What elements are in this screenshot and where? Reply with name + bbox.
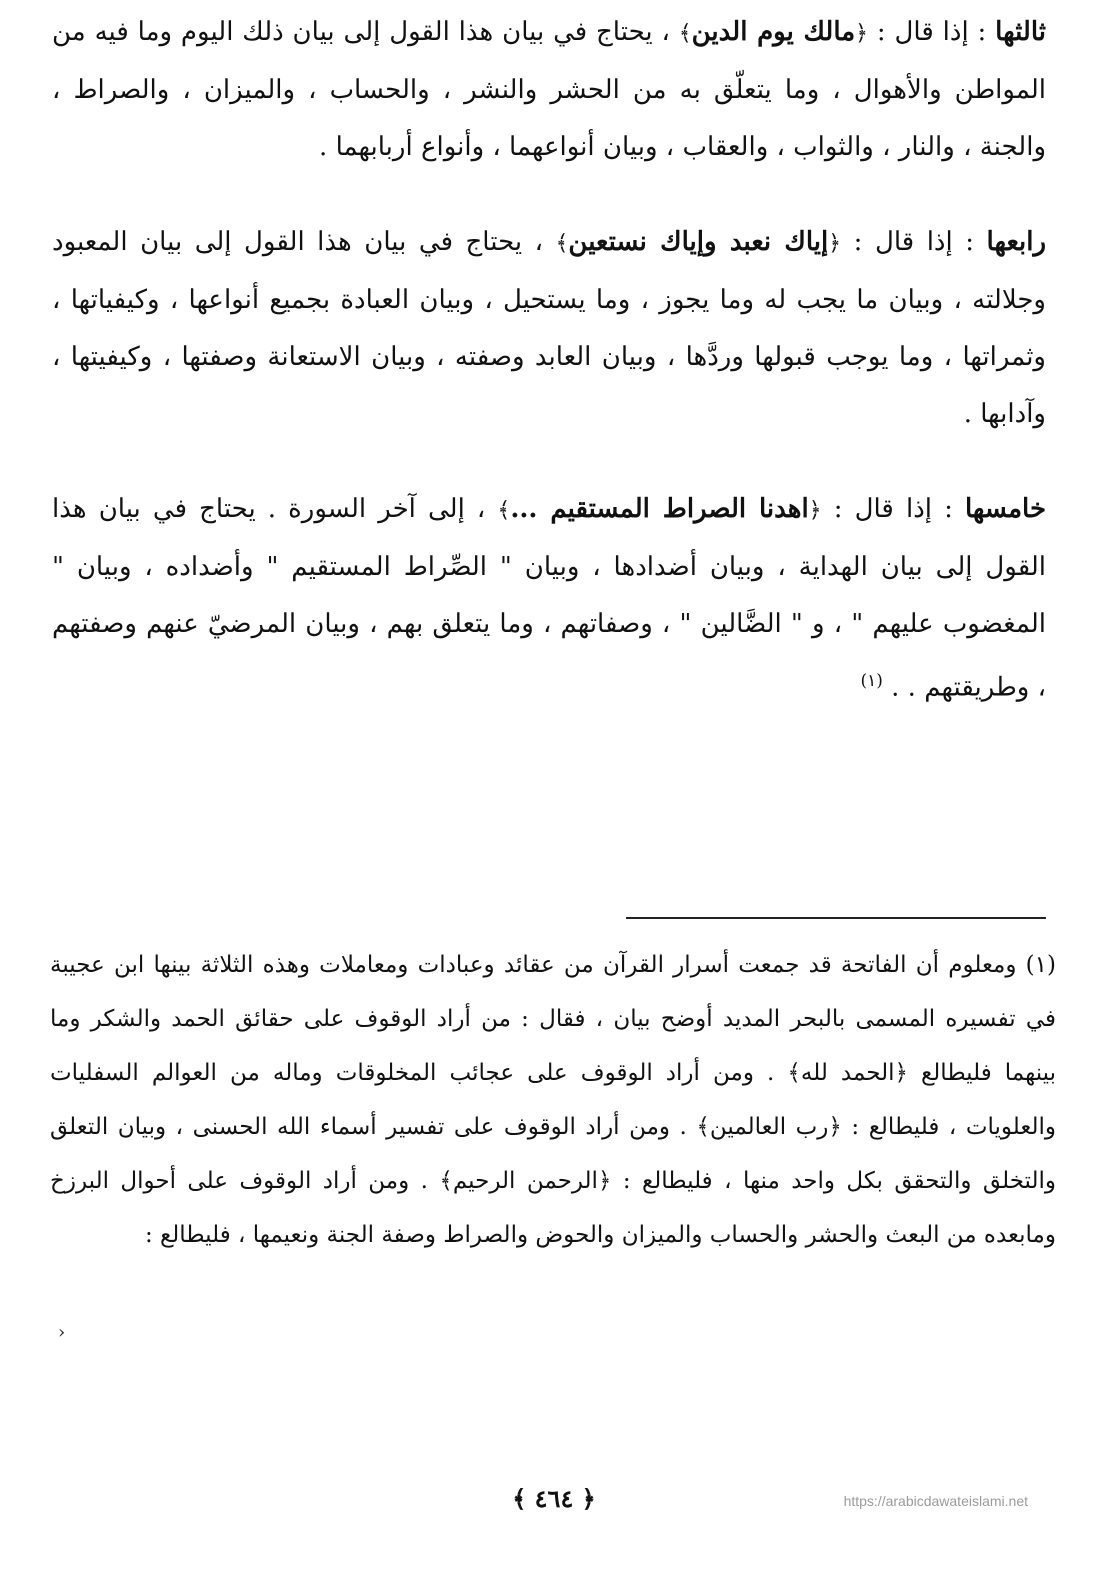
paragraph-intro: : إذا قال : <box>853 227 975 257</box>
quran-verse: مالك يوم الدين <box>691 17 856 47</box>
footnote-separator <box>626 917 1046 919</box>
watermark-url: https://arabicdawateislami.net <box>843 1493 1028 1509</box>
ornate-bracket-open-icon: ﴿ <box>855 21 869 46</box>
page-number: ﴿ ٤٦٤ ﴾ <box>512 1484 596 1513</box>
paragraph-intro: : إذا قال : <box>833 494 953 524</box>
ornate-bracket-close-icon: ﴾ <box>678 21 692 46</box>
quran-verse: إياك نعبد وإياك نستعين <box>568 227 829 257</box>
paragraph-lead: رابعها <box>986 227 1047 257</box>
main-text <box>52 0 1046 717</box>
quran-verse: اهدنا الصراط المستقيم ... <box>510 494 809 524</box>
ornate-bracket-open-icon: ﴿ <box>808 498 822 523</box>
paragraph-fifth <box>52 481 1046 717</box>
footnote-reference[interactable]: (١) <box>860 671 883 691</box>
footnote: (١) ومعلوم أن الفاتحة قد جمعت أسرار القرآن من عقائد وعبادات ومعاملات وهذه الثلاثة بينها ابن عجيبة في تفسيره المسمى بالبحر المديد أوضح بيان ، فقال : من أراد الوقوف على حقائق الحمد والشكر وما بينهما فليطالع ﴿الحمد لله﴾ . ومن أراد الوقوف على عجائب المخلوقات وماله من العوالم السفليات والعلويات ، فليطالع : ﴿رب العالمين﴾ . ومن أراد الوقوف على تفسير أسماء الله الحسنى ، وبيان التعلق والتخلق والتحقق بكل واحد منها ، فليطالع : ﴿الرحمن الرحيم﴾ . ومن أراد الوقوف على أحوال البرزخ ومابعده من البعث والحشر والحساب والميزان والحوض والصراط وصفة الجنة ونعيمها ، فليطالع : <box>50 952 1056 1248</box>
paragraph-lead: ثالثها <box>995 17 1046 47</box>
paragraph-lead: خامسها <box>965 494 1047 524</box>
paragraph-body: ، يحتاج في بيان هذا القول إلى بيان ذلك اليوم وما فيه من المواطن والأهوال ، وما يتعلّق به من الحشر والنشر ، والحساب ، والميزان ، والصراط ، والجنة ، والنار ، والثواب ، والعقاب ، وبيان أنواعهما ، وأنواع أربابهما . <box>52 17 1046 162</box>
paragraph-fourth <box>52 214 1046 443</box>
ornate-bracket-close-icon: ﴾ <box>555 231 569 256</box>
continuation-mark: › <box>58 1322 66 1343</box>
ornate-bracket-close-icon: ﴾ <box>497 498 511 523</box>
paragraph-body: ، يحتاج في بيان هذا القول إلى بيان المعبود وجلالته ، وبيان ما يجب له وما يجوز ، وما يستحيل ، وبيان العبادة بجميع أنواعها ، وكيفياتها ، وثمراتها ، وما يوجب قبولها وردَّها ، وبيان العابد وصفته ، وبيان الاستعانة وصفتها ، وكيفيتها ، وآدابها . <box>52 227 1046 429</box>
paragraph-body: ، إلى آخر السورة . يحتاج في بيان هذا القول إلى بيان الهداية ، وبيان أضدادها ، وبيان " الصِّراط المستقيم " وأضداده ، وبيان " المغضوب عليهم " ، و " الضَّالين " ، وصفاتهم ، وما يتعلق بهم ، وبيان المرضيّ عنهم وصفتهم ، وطريقتهم . . <box>52 494 1046 703</box>
paragraph-third <box>52 4 1046 176</box>
paragraph-intro: : إذا قال : <box>876 17 987 47</box>
ornate-bracket-open-icon: ﴿ <box>828 231 842 256</box>
